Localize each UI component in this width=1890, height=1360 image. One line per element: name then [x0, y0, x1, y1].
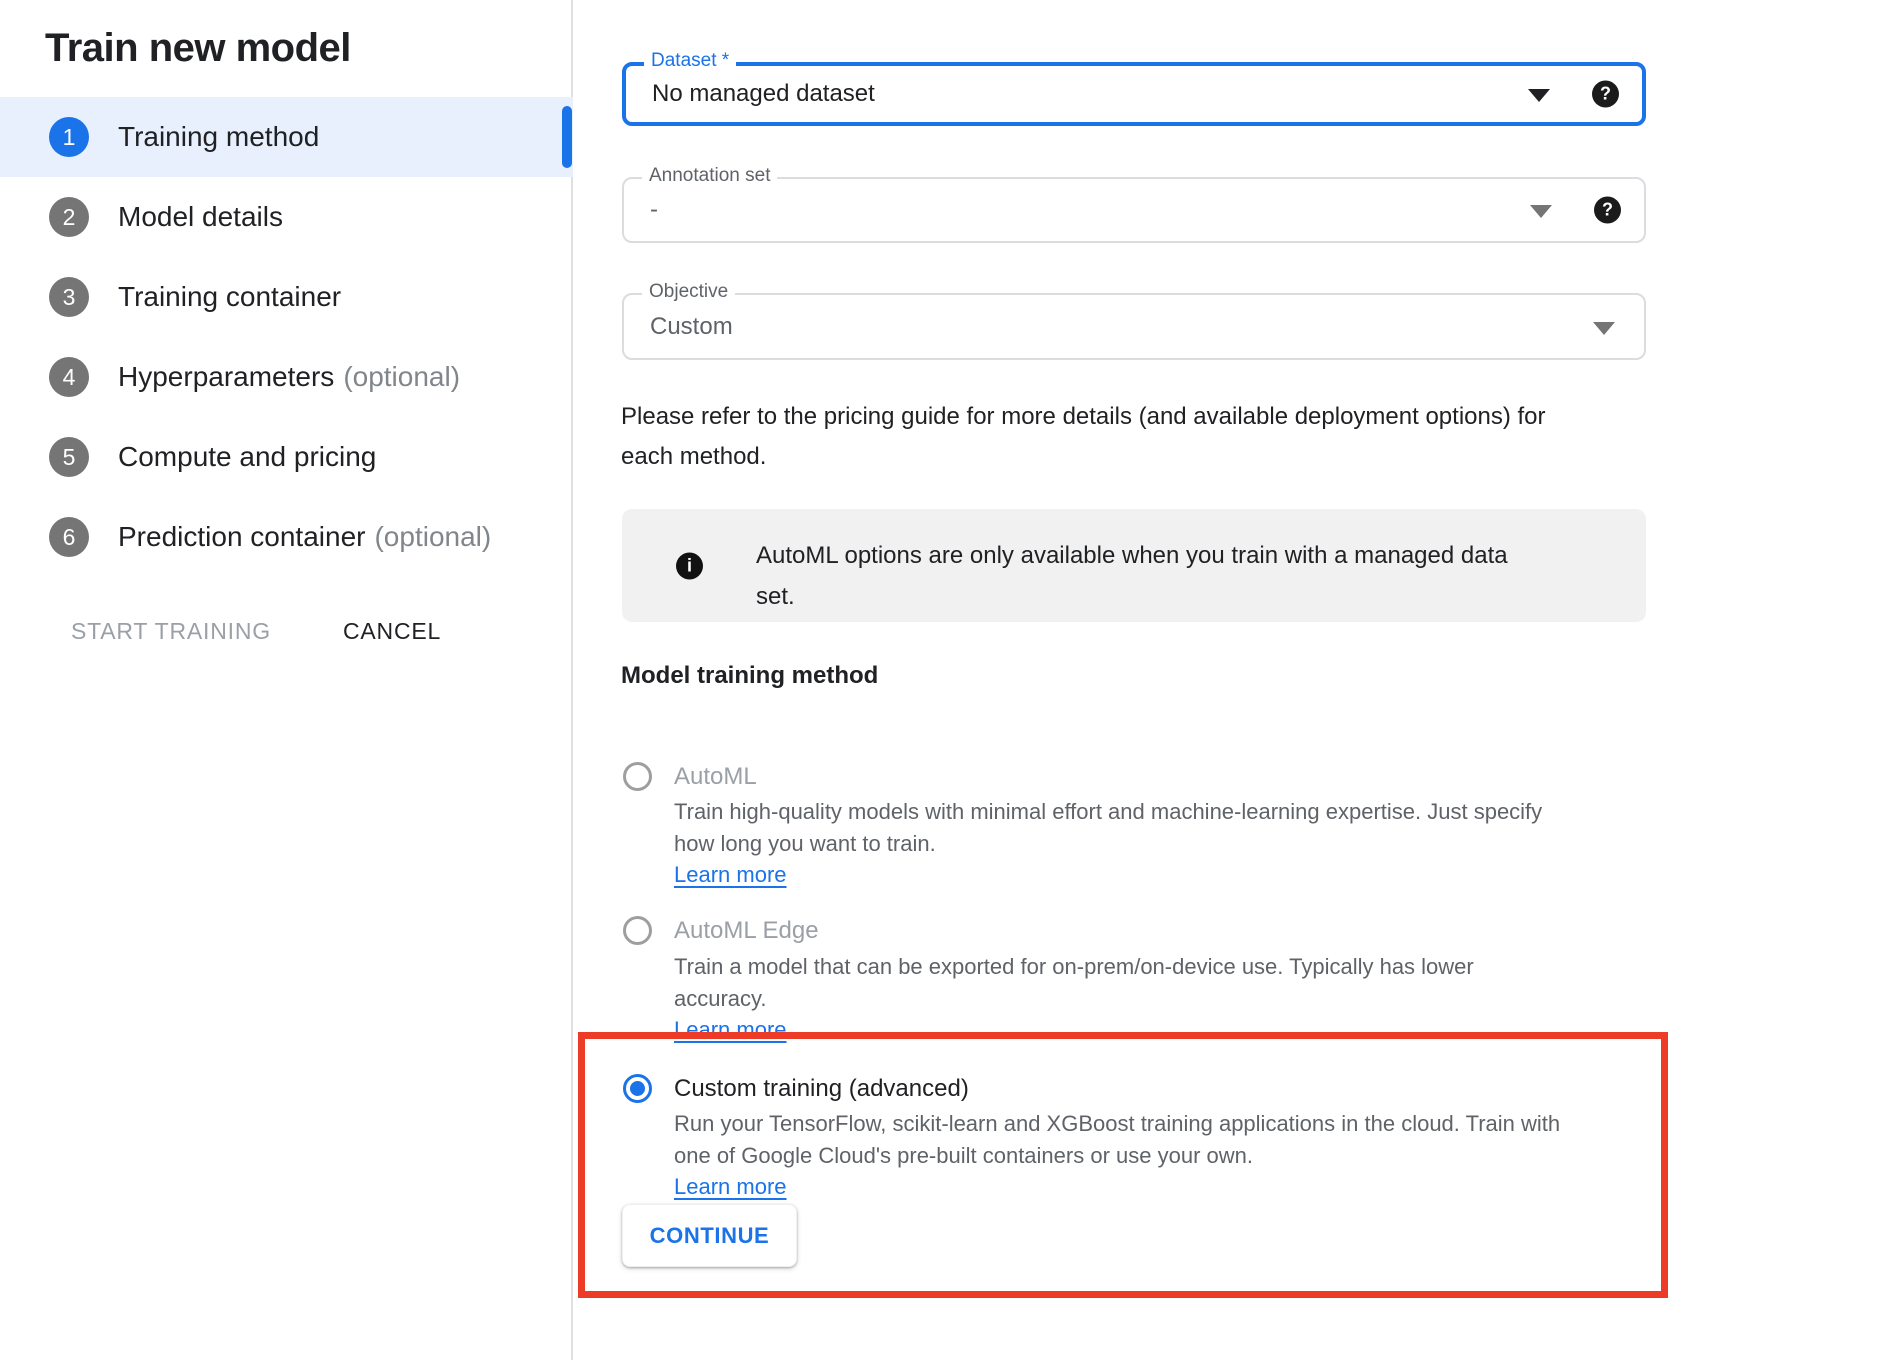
step-label: Prediction container: [118, 521, 366, 552]
objective-select[interactable]: [622, 281, 1646, 360]
pricing-note-line2: each method.: [621, 443, 767, 470]
step-number-badge: 3: [49, 277, 89, 317]
automl-edge-desc-line2: accuracy. Learn more: [674, 985, 787, 1042]
stepper-sidebar: [0, 0, 573, 1360]
sidebar-step-training-container[interactable]: [0, 257, 573, 337]
info-banner-text: [756, 535, 1508, 617]
annotation-set-help-icon[interactable]: ?: [1594, 197, 1621, 224]
automl-edge-learn-more-link[interactable]: Learn more: [674, 1017, 787, 1042]
sidebar-step-hyperparameters[interactable]: [0, 337, 573, 417]
sidebar-step-training-method[interactable]: [0, 97, 573, 177]
automl-option-description: [674, 796, 1542, 891]
start-training-button[interactable]: START TRAINING: [71, 618, 271, 644]
step-label: Model details: [118, 201, 283, 232]
dataset-label: Dataset *: [644, 50, 736, 72]
custom-training-desc-line2: one of Google Cloud's pre-built containers or use your own. Learn more: [674, 1142, 1253, 1199]
info-icon: i: [676, 552, 703, 579]
step-label: Hyperparameters: [118, 361, 335, 392]
custom-training-desc-line1: Run your TensorFlow, scikit-learn and XGBoost training applications in the cloud. Train with: [674, 1111, 1561, 1136]
annotation-set-select[interactable]: [622, 165, 1646, 243]
step-number-badge: 1: [49, 117, 89, 157]
pricing-note: [621, 397, 1661, 477]
cancel-button[interactable]: CANCEL: [343, 618, 442, 644]
automl-desc-line1: Train high-quality models with minimal effort and machine-learning expertise. Just specify: [674, 799, 1543, 824]
active-step-indicator-bar: [562, 106, 572, 168]
dropdown-arrow-icon[interactable]: [1530, 205, 1552, 218]
dataset-select[interactable]: [622, 50, 1646, 126]
dropdown-arrow-icon[interactable]: [1528, 89, 1550, 102]
automl-edge-option-label: AutoML Edge: [674, 917, 819, 944]
custom-training-option-label: Custom training (advanced): [674, 1075, 969, 1102]
dataset-value: No managed dataset: [652, 80, 875, 107]
objective-label: Objective: [642, 281, 735, 303]
step-label: Training container: [118, 281, 342, 312]
step-label: Training method: [118, 121, 320, 152]
dataset-help-icon[interactable]: ?: [1592, 81, 1619, 108]
step-optional-suffix: (optional): [343, 361, 461, 392]
annotation-set-value: -: [650, 196, 658, 223]
automl-edge-option-description: [674, 951, 1474, 1046]
info-banner-line2: set.: [756, 583, 795, 610]
pricing-note-line1: Please refer to the pricing guide for more details (and available deployment options) for: [621, 403, 1546, 430]
custom-training-radio[interactable]: [623, 1074, 652, 1103]
annotation-set-label: Annotation set: [642, 165, 777, 187]
step-number-badge: 5: [49, 437, 89, 477]
objective-value: Custom: [650, 312, 733, 340]
automl-edge-radio[interactable]: [623, 916, 652, 945]
step-number-badge: 4: [49, 357, 89, 397]
automl-radio[interactable]: [623, 762, 652, 791]
sidebar-step-prediction-container[interactable]: [0, 497, 573, 577]
step-number-badge: 6: [49, 517, 89, 557]
step-label: Compute and pricing: [118, 441, 377, 472]
page-title: Train new model: [45, 26, 351, 70]
custom-training-learn-more-link[interactable]: Learn more: [674, 1174, 787, 1199]
step-optional-suffix: (optional): [374, 521, 492, 552]
custom-training-option-description: [674, 1108, 1560, 1203]
info-banner-line1: AutoML options are only available when you train with a managed data: [756, 542, 1508, 569]
automl-option-label: AutoML: [674, 763, 757, 790]
automl-edge-desc-line1: Train a model that can be exported for on-prem/on-device use. Typically has lower: [674, 954, 1474, 979]
step-number-badge: 2: [49, 197, 89, 237]
sidebar-step-compute-pricing[interactable]: [0, 417, 573, 497]
continue-button[interactable]: CONTINUE: [622, 1204, 797, 1267]
model-training-method-heading: Model training method: [621, 662, 879, 689]
automl-desc-line2: how long you want to train. Learn more: [674, 830, 936, 887]
dropdown-arrow-icon[interactable]: [1593, 322, 1615, 335]
sidebar-step-model-details[interactable]: [0, 177, 573, 257]
info-banner: [622, 509, 1646, 622]
automl-learn-more-link[interactable]: Learn more: [674, 862, 787, 887]
